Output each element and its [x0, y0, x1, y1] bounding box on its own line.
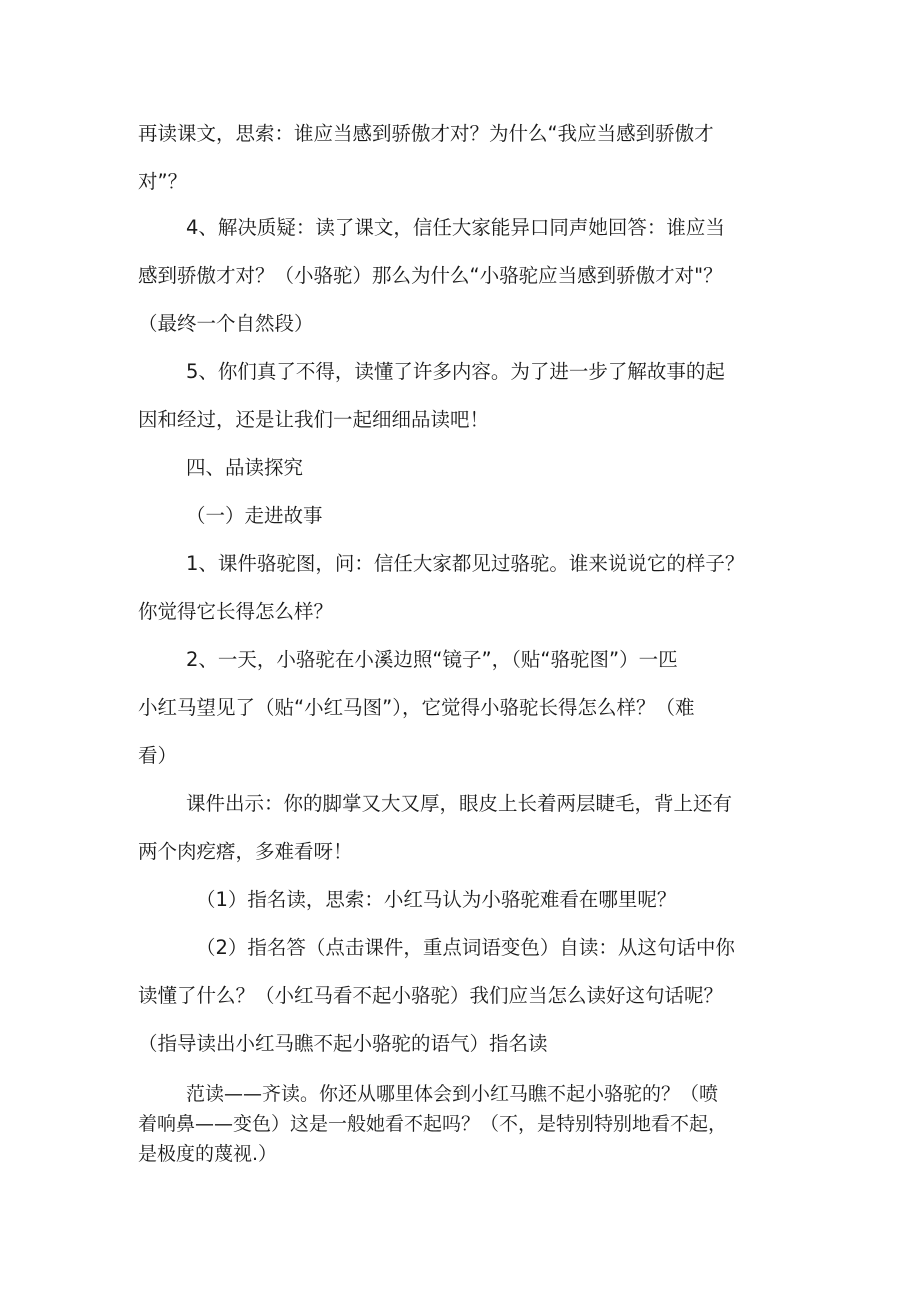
text-line: 4、解决质疑：读了课文，信任大家能异口同声她回答：谁应当 — [186, 216, 725, 239]
text-line: 你觉得它长得怎么样？ — [138, 600, 334, 623]
text-line: 着响鼻——变色）这是一般她看不起吗？（不，是特别特别地看不起， — [138, 1113, 728, 1135]
text-line: 看） — [138, 744, 178, 767]
text-line: （最终一个自然段） — [138, 312, 314, 335]
text-line: 感到骄傲才对？（小骆驼）那么为什么“小骆驼应当感到骄傲才对"？ — [138, 264, 723, 287]
text-line: 再读课文，思索：谁应当感到骄傲才对？为什么“我应当感到骄傲才 — [138, 122, 714, 145]
text-line: 1、课件骆驼图，问：信任大家都见过骆驼。谁来说说它的样子？ — [186, 552, 745, 575]
text-line: 5、你们真了不得，读懂了许多内容。为了进一步了解故事的起 — [186, 360, 725, 383]
text-line: （1）指名读，思索：小红马认为小骆驼难看在哪里呢？ — [196, 888, 677, 911]
text-line: 因和经过，还是让我们一起细细品读吧！ — [138, 408, 490, 431]
text-line: 课件出示：你的脚掌又大又厚，眼皮上长着两层睫毛，背上还有 — [186, 792, 733, 815]
text-line: （指导读出小红马瞧不起小骆驼的语气）指名读 — [138, 1032, 548, 1055]
text-line: 读懂了什么？（小红马看不起小骆驼）我们应当怎么读好这句话呢？ — [138, 984, 724, 1007]
text-line: （2）指名答（点击课件，重点词语变色）自读：从这句话中你 — [196, 936, 735, 959]
text-line: 两个肉疙瘩，多难看呀！ — [138, 840, 353, 863]
text-line: 小红马望见了（贴“小红马图”），它觉得小骆驼长得怎么样？（难 — [138, 696, 695, 719]
text-line: 2、一天，小骆驼在小溪边照“镜子”，（贴“骆驼图”）一匹 — [186, 648, 678, 671]
text-line: 是极度的蔑视.） — [138, 1143, 278, 1165]
subsection-heading: （一）走进故事 — [186, 504, 323, 527]
text-line: 对”？ — [138, 170, 188, 193]
text-line: 范读——齐读。你还从哪里体会到小红马瞧不起小骆驼的？（喷 — [186, 1083, 719, 1105]
section-heading: 四、品读探究 — [186, 456, 304, 479]
